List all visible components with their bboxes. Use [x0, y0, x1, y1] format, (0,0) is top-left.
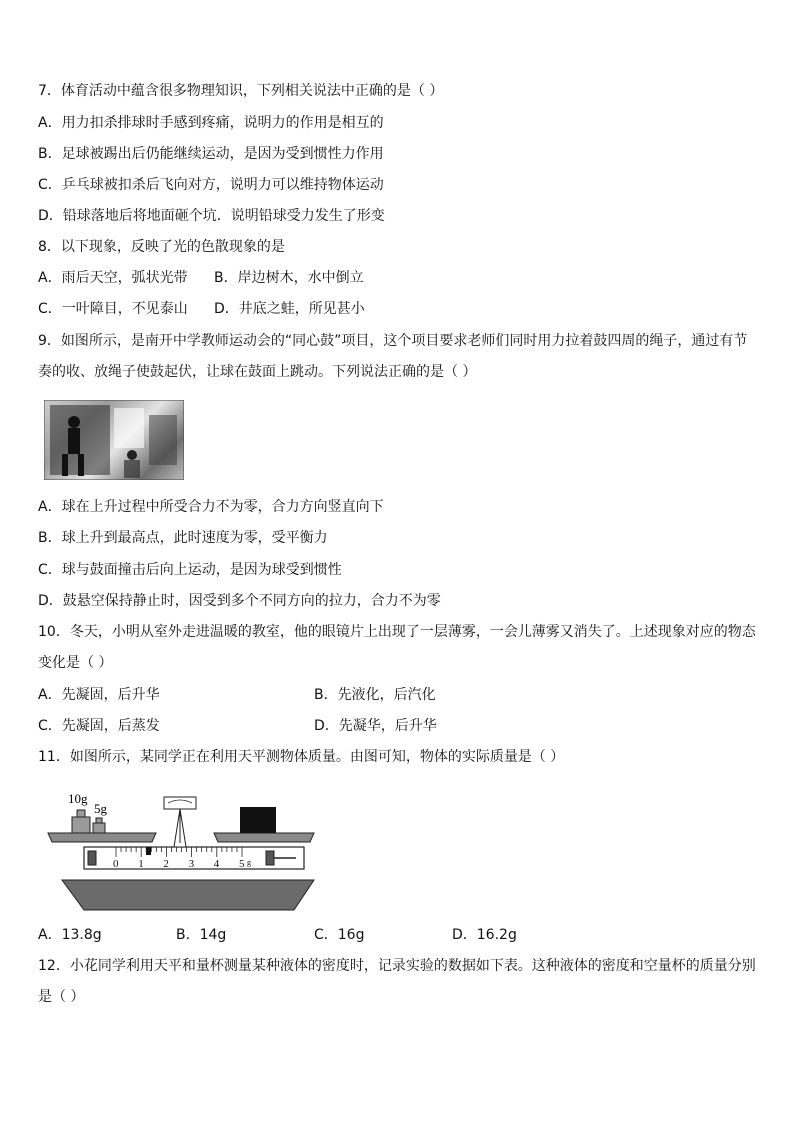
- q10-option-d: D．先凝华，后升华: [314, 718, 437, 734]
- q9-option-c: C．球与鼓面撞击后向上运动，是因为球受到惯性: [38, 562, 342, 578]
- scale-tick-label: 0: [113, 858, 119, 870]
- weight-10g: [72, 817, 90, 833]
- q9-stem-line1: 9．如图所示，是南开中学教师运动会的“同心鼓”项目，这个项目要求老师们同时用力拉着鼓四周的绳子，通过有节: [38, 333, 748, 349]
- q7-option-c: C．乒乓球被扣杀后飞向对方，说明力可以维持物体运动: [38, 177, 384, 193]
- q11-stem: 11．如图所示，某同学正在利用天平测物体质量。由图可知，物体的实际质量是（ ）: [38, 749, 565, 765]
- q8-option-b: B．岸边树木，水中倒立: [214, 270, 364, 286]
- q9-stem-line2: 奏的收、放绳子使鼓起伏，让球在鼓面上跳动。下列说法正确的是（ ）: [38, 364, 477, 380]
- q7-option-b: B．足球被踢出后仍能继续运动，是因为受到惯性力作用: [38, 146, 384, 162]
- q9-option-a: A．球在上升过程中所受合力不为零，合力方向竖直向下: [38, 499, 384, 515]
- measured-object: [240, 807, 276, 833]
- q7-option-a: A．用力扣杀排球时手感到疼痛，说明力的作用是相互的: [38, 115, 384, 131]
- weight-5g-label: 5g: [94, 801, 107, 816]
- q7-stem: 7．体育活动中蕴含很多物理知识，下列相关说法中正确的是（ ）: [38, 83, 444, 99]
- q12-stem-line1: 12．小花同学利用天平和量杯测量某种液体的密度时，记录实验的数据如下表。这种液体的密度和空量杯的质量分别: [38, 958, 756, 974]
- scale-unit-label: g: [247, 858, 251, 867]
- q10-option-b: B．先液化，后汽化: [314, 687, 436, 703]
- right-nut: [266, 851, 274, 865]
- q11-option-c: C．16g: [314, 927, 365, 943]
- q8-option-a: A．雨后天空，弧状光带: [38, 270, 188, 286]
- q10-stem-line2: 变化是（ ）: [38, 655, 113, 671]
- q7-option-d: D．铅球落地后将地面砸个坑．说明铅球受力发生了形变: [38, 208, 385, 224]
- q11-option-d: D．16.2g: [452, 927, 517, 943]
- q8-option-d: D．井底之蛙，所见甚小: [214, 301, 365, 317]
- q9-option-b: B．球上升到最高点，此时速度为零，受平衡力: [38, 530, 328, 546]
- weight-10g-label: 10g: [68, 791, 88, 806]
- q11-option-b: B．14g: [176, 927, 227, 943]
- drum-activity-photo: [44, 400, 184, 480]
- scale-tick-label: 1: [138, 858, 144, 870]
- rider: [146, 847, 151, 855]
- q8-stem: 8．以下现象，反映了光的色散现象的是: [38, 239, 285, 255]
- scale-tick-label: 4: [213, 858, 220, 870]
- left-nut: [88, 851, 96, 865]
- weight-5g: [93, 823, 105, 833]
- scale-tick-label: 2: [163, 858, 169, 870]
- q12-stem-line2: 是（ ）: [38, 989, 85, 1005]
- q10-stem-line1: 10．冬天，小明从室外走进温暖的教室，他的眼镜片上出现了一层薄雾，一会儿薄雾又消失了。上述现象对应的物态: [38, 624, 756, 640]
- q9-option-d: D．鼓悬空保持静止时，因受到多个不同方向的拉力，合力不为零: [38, 593, 441, 609]
- balance-base: [62, 880, 314, 910]
- scale-tick-label: 3: [188, 858, 195, 870]
- left-pan: [48, 833, 156, 842]
- right-pan: [214, 833, 314, 842]
- q10-option-a: A．先凝固，后升华: [38, 687, 160, 703]
- q11-option-a: A．13.8g: [38, 927, 102, 943]
- scale-tick-label: 5: [239, 858, 245, 870]
- q10-option-c: C．先凝固，后蒸发: [38, 718, 160, 734]
- balance-figure: [44, 785, 334, 915]
- q8-option-c: C．一叶障目，不见泰山: [38, 301, 188, 317]
